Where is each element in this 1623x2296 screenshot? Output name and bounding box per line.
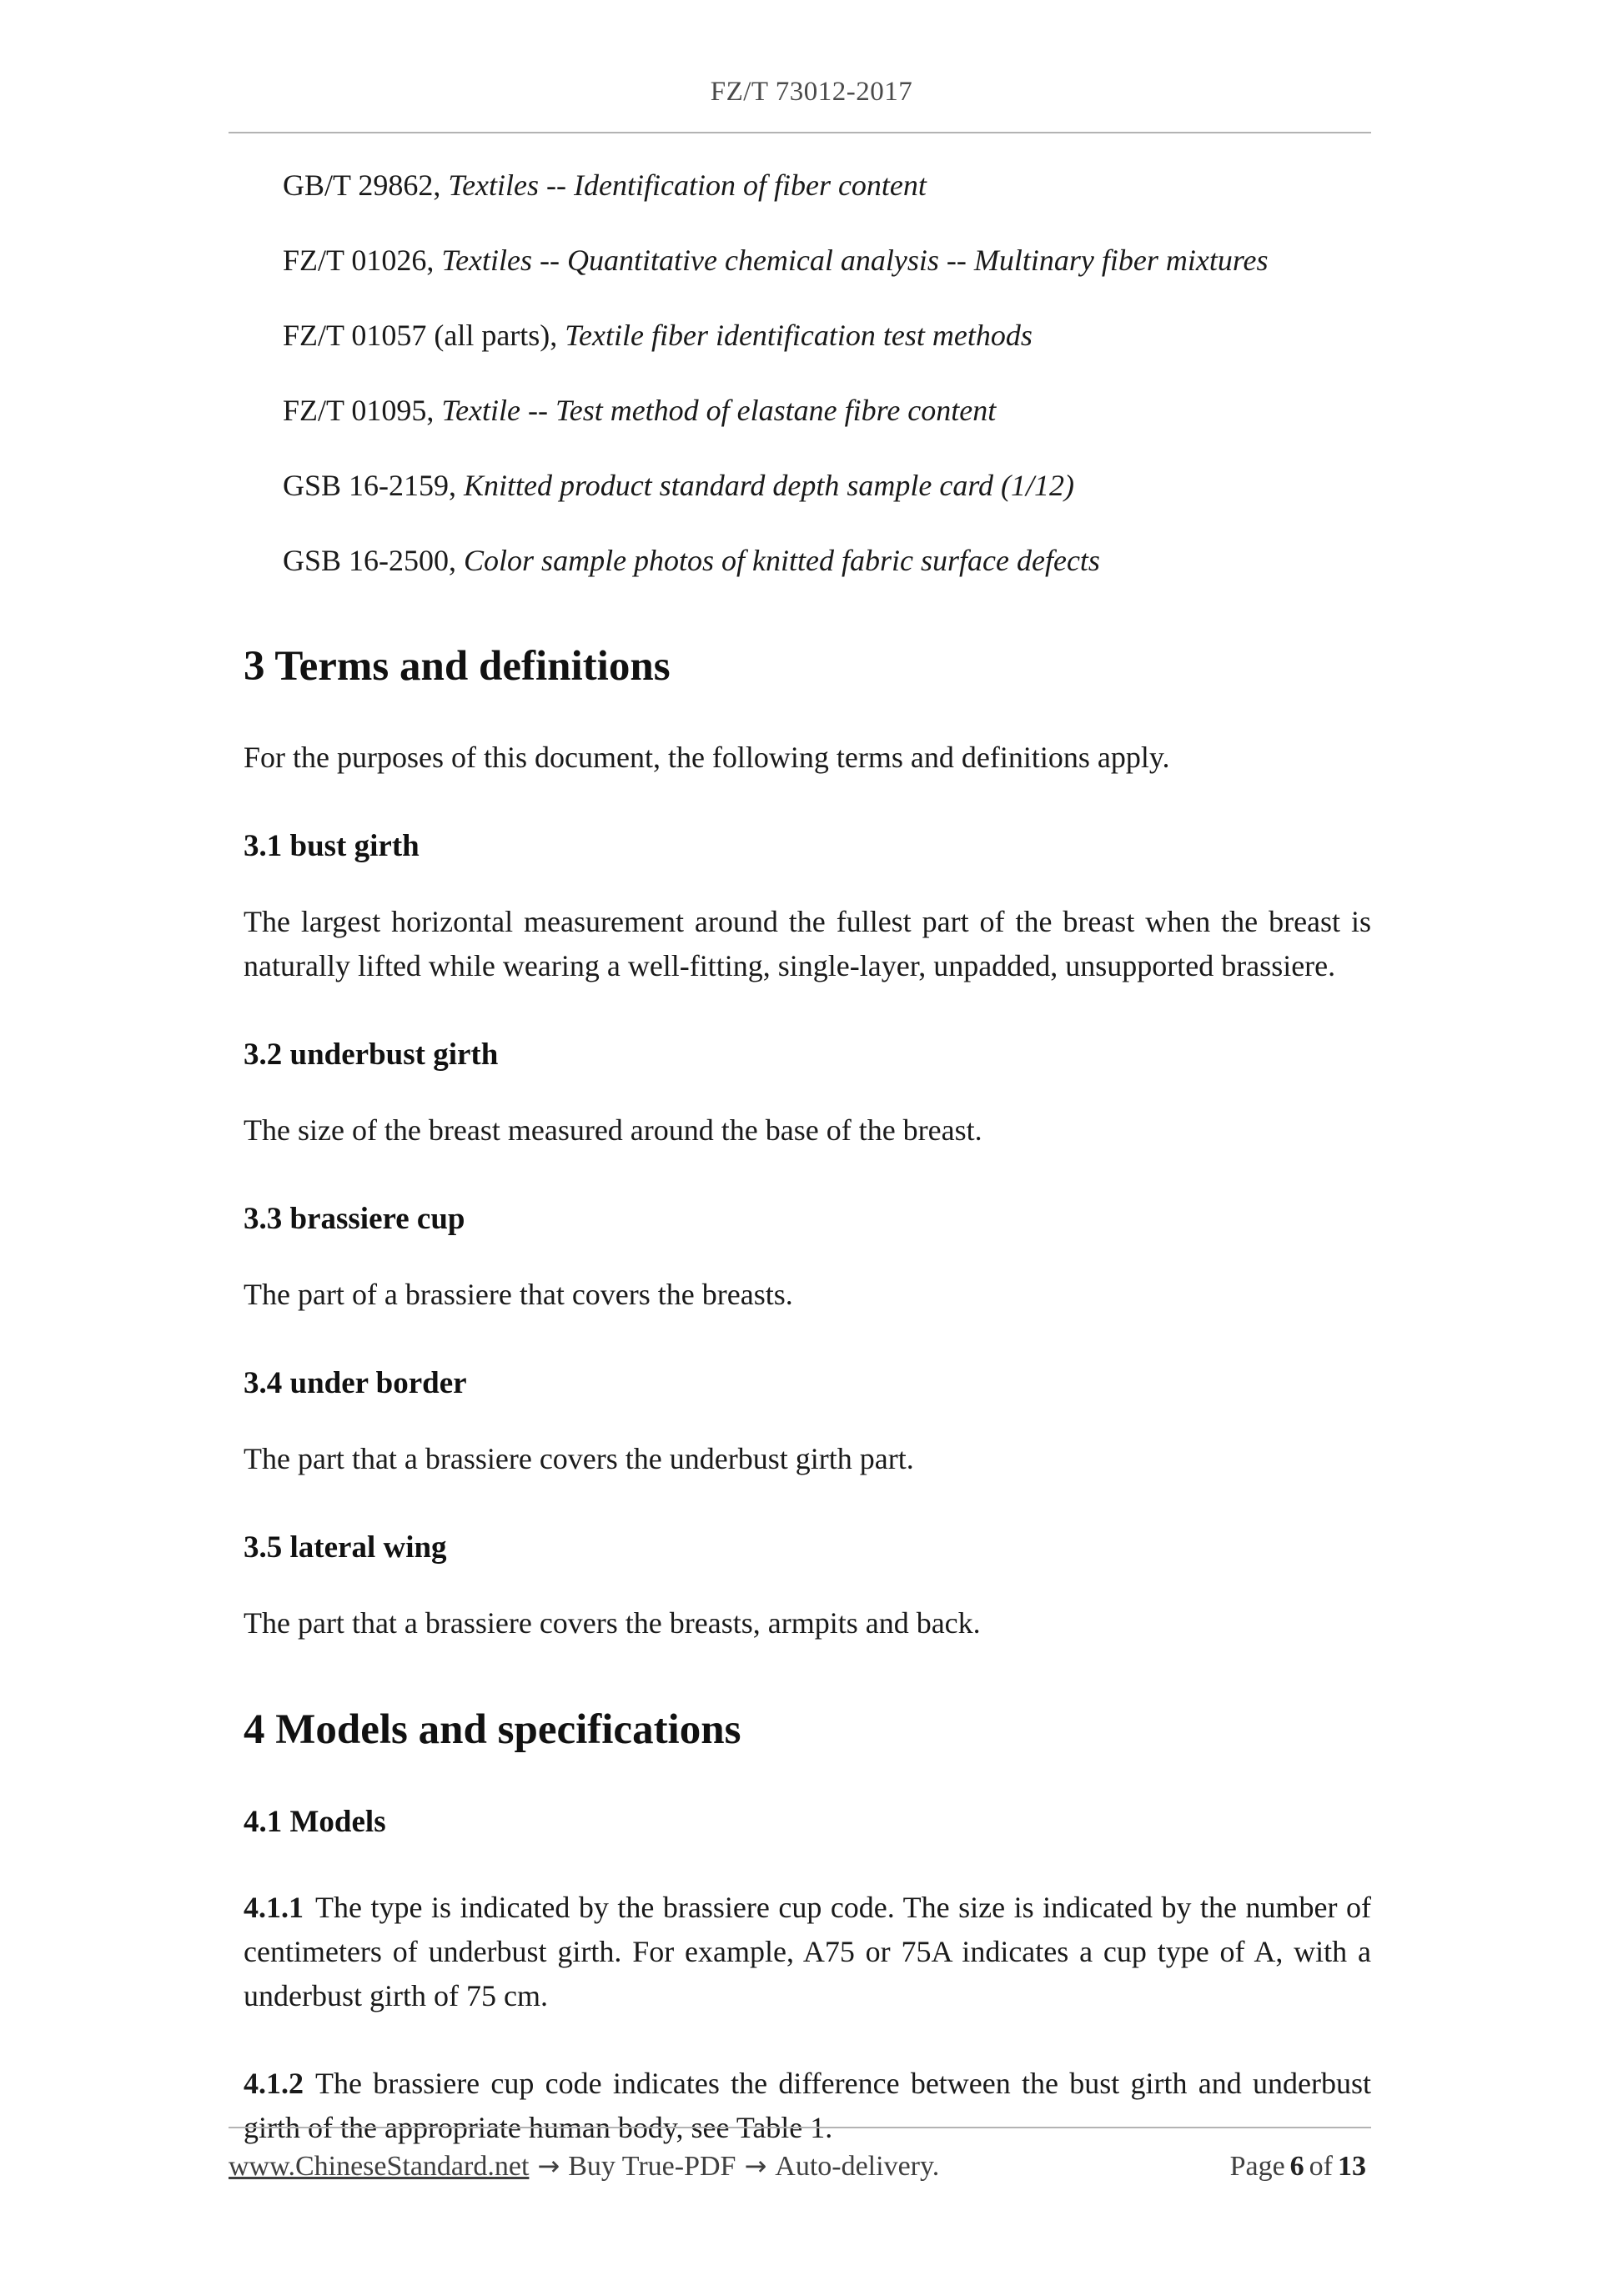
term-heading: 3.2 underbust girth xyxy=(244,1037,499,1072)
header-divider xyxy=(229,132,1371,133)
term-body: The part that a brassiere covers the breasts, armpits and back. xyxy=(244,1606,981,1640)
footer-left xyxy=(229,2150,939,2183)
reference-code: GB/T 29862, xyxy=(283,168,441,202)
arrow-right-icon: → xyxy=(744,2150,767,2182)
reference-code: FZ/T 01095, xyxy=(283,394,435,427)
clause-number: 4.1.1 xyxy=(244,1891,304,1924)
clause-number: 4.1.2 xyxy=(244,2067,304,2100)
reference-code: FZ/T 01026, xyxy=(283,244,435,277)
arrow-right-icon: → xyxy=(537,2150,560,2182)
clause-body: The type is indicated by the brassiere cup code. The size is indicated by the number of centimeters of underbust girth. For example, A75 or 75A indicates a cup type of A, with a underbust girth of 75 cm. xyxy=(244,1891,1371,2012)
footer-site-link[interactable]: www.ChineseStandard.net xyxy=(229,2151,530,2182)
term-body: The largest horizontal measurement around the fullest part of the breast when the breast is naturally lifted while wearing a well-fitting, single-layer, unpadded, unsupported brassiere. xyxy=(244,905,1371,982)
reference-item xyxy=(244,163,1371,207)
reference-title: Color sample photos of knitted fabric surface defects xyxy=(464,544,1100,577)
reference-title: Textiles -- Identification of fiber content xyxy=(448,168,927,202)
page-header-doc-number: FZ/T 73012-2017 xyxy=(710,77,913,107)
reference-title: Textile -- Test method of elastane fibre content xyxy=(441,394,997,427)
reference-code: GSB 16-2500, xyxy=(283,544,457,577)
section-3-heading: 3 Terms and definitions xyxy=(244,643,671,690)
footer-delivery-text: Auto-delivery. xyxy=(775,2151,940,2182)
reference-item xyxy=(244,389,1371,432)
page-label: Page xyxy=(1229,2151,1285,2182)
section-3-intro: For the purposes of this document, the following terms and definitions apply. xyxy=(244,741,1170,774)
reference-item xyxy=(244,314,1371,357)
section-4-heading: 4 Models and specifications xyxy=(244,1706,741,1753)
page-number: 6 xyxy=(1289,2151,1304,2182)
reference-item xyxy=(244,239,1371,282)
clause-4-1-1 xyxy=(244,1886,1371,2018)
reference-code: GSB 16-2159, xyxy=(283,469,457,502)
clause-body: The brassiere cup code indicates the difference between the bust girth and underbust girth of the appropriate human body, see Table 1. xyxy=(244,2067,1371,2144)
page-total: 13 xyxy=(1338,2151,1366,2182)
page-of-label: of xyxy=(1309,2151,1333,2182)
reference-title: Textiles -- Quantitative chemical analysis -- Multinary fiber mixtures xyxy=(441,244,1269,277)
term-heading: 3.4 under border xyxy=(244,1366,467,1400)
term-body: The size of the breast measured around the base of the breast. xyxy=(244,1113,982,1147)
page-footer xyxy=(229,2127,1371,2183)
reference-code: FZ/T 01057 (all parts), xyxy=(283,319,558,352)
term-body: The part that a brassiere covers the underbust girth part. xyxy=(244,1442,914,1475)
footer-buy-text: Buy True-PDF xyxy=(568,2151,736,2182)
reference-item xyxy=(244,464,1371,507)
page-indicator xyxy=(1230,2151,1371,2183)
term-heading: 3.1 bust girth xyxy=(244,829,420,863)
reference-title: Knitted product standard depth sample card (1/12) xyxy=(464,469,1074,502)
references-list xyxy=(244,163,1371,582)
reference-title: Textile fiber identification test methods xyxy=(565,319,1033,352)
term-heading: 3.3 brassiere cup xyxy=(244,1202,465,1236)
reference-item xyxy=(244,539,1371,582)
term-body: The part of a brassiere that covers the breasts. xyxy=(244,1278,793,1311)
subsection-4-1-heading: 4.1 Models xyxy=(244,1805,386,1839)
term-heading: 3.5 lateral wing xyxy=(244,1530,447,1565)
page-content xyxy=(244,163,1371,2150)
